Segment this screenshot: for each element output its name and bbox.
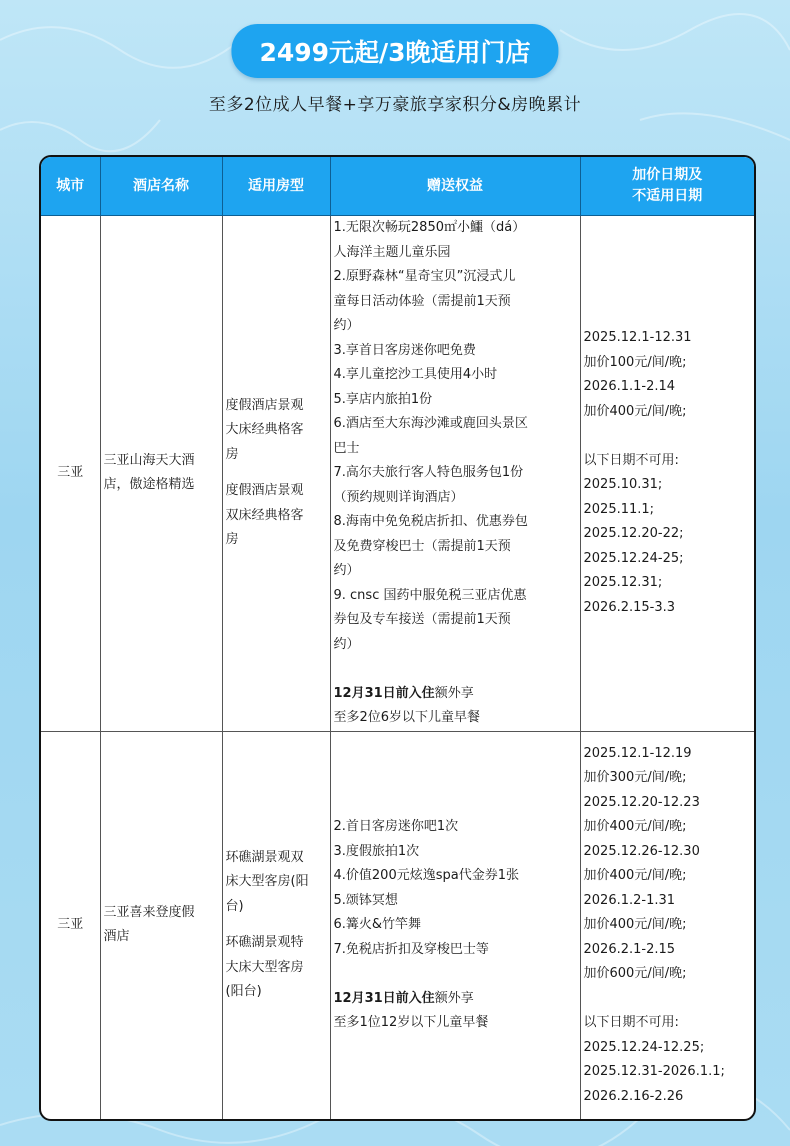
unavailable-label: 以下日期不可用:	[583, 1015, 679, 1030]
benefit-line: 1.无限次畅玩2850㎡小鱷（dá）	[333, 220, 526, 235]
room-type-line: 双床经典格客	[225, 507, 304, 523]
benefit-line: 4.享儿童挖沙工具使用4小时	[333, 367, 498, 382]
extra-benefit-detail: 至多1位12岁以下儿童早餐	[333, 1015, 489, 1030]
unavailable-date: 2026.2.16-2.26	[583, 1088, 684, 1104]
extra-benefit	[334, 682, 577, 707]
city-cell: 三亚	[41, 731, 100, 1119]
unavailable-date: 2025.11.1;	[583, 501, 655, 517]
room-type-line: 环礁湖景观双	[225, 849, 304, 865]
header-room-type: 适用房型	[222, 157, 330, 216]
benefit-line: 8.海南中免免税店折扣、优惠券包	[333, 514, 528, 529]
table-row	[41, 216, 754, 732]
surcharge-line: 加价400元/间/晚;	[583, 868, 687, 883]
benefit-line: 巴士	[333, 440, 360, 456]
unavailable-date: 2025.10.31;	[583, 477, 663, 493]
hotel-name-cell	[100, 731, 222, 1119]
room-type-line: 台)	[225, 898, 244, 914]
room-type-line: 大床经典格客	[225, 422, 304, 438]
benefit-line: 5.享店内旅拍1份	[333, 391, 433, 407]
benefit-line: 2.首日客房迷你吧1次	[333, 819, 459, 834]
benefit-line: 约）	[333, 636, 360, 652]
benefit-line: 人海洋主题儿童乐园	[333, 244, 451, 260]
benefit-line: 约）	[333, 563, 360, 578]
benefit-line: 及免费穿梭巴士（需提前1天预	[333, 538, 511, 554]
header-dates	[580, 157, 754, 216]
unavailable-date: 2025.12.20-22;	[583, 526, 684, 542]
surcharge-line: 2025.12.20-12.23	[583, 794, 700, 810]
extra-benefit-suffix: 额外享	[434, 685, 474, 701]
room-type-line: 房	[225, 532, 239, 548]
extra-benefit	[334, 987, 577, 1012]
room-type-line: 大床大型客房	[225, 959, 304, 975]
header-dates-line2: 不适用日期	[632, 188, 703, 204]
benefit-line: 5.颂钵冥想	[333, 892, 398, 908]
surcharge-line: 2025.12.1-12.19	[583, 745, 692, 761]
benefit-line: 6.篝火&竹竿舞	[333, 917, 422, 932]
header-dates-line1: 加价日期及	[632, 167, 703, 183]
benefit-line: （预约规则详询酒店）	[333, 489, 464, 505]
unavailable-label: 以下日期不可用:	[583, 452, 679, 468]
header-hotel: 酒店名称	[100, 157, 222, 216]
extra-benefit-suffix: 额外享	[434, 990, 474, 1006]
surcharge-line: 加价400元/间/晚;	[583, 917, 687, 932]
benefit-line: 童每日活动体验（需提前1天预	[333, 293, 511, 309]
room-type-line: 床大型客房(阳	[225, 874, 309, 890]
surcharge-line: 加价400元/间/晚;	[583, 403, 687, 419]
surcharge-line: 2025.12.1-12.31	[583, 330, 692, 346]
header-city: 城市	[41, 157, 100, 216]
surcharge-line: 加价400元/间/晚;	[583, 819, 687, 834]
benefit-line: 3.享首日客房迷你吧免费	[333, 342, 476, 358]
extra-benefit-detail: 至多2位6岁以下儿童早餐	[333, 710, 481, 725]
hotel-name-line: 三亚山海天大酒	[103, 452, 195, 468]
surcharge-line: 2026.1.2-1.31	[583, 892, 676, 908]
dates-cell	[580, 731, 754, 1119]
benefit-line: 9. cnsc 国药中服免税三亚店优惠	[333, 587, 527, 603]
surcharge-line: 2026.1.1-2.14	[583, 379, 676, 395]
benefit-line: 券包及专车接送（需提前1天预	[333, 612, 511, 627]
benefit-line: 7.高尔夫旅行客人特色服务包1份	[333, 465, 524, 480]
unavailable-date: 2025.12.24-25;	[583, 550, 684, 566]
hotel-name-line: 店，傲途格精选	[103, 477, 195, 493]
hotel-name-cell	[100, 216, 222, 732]
surcharge-line: 加价600元/间/晚;	[583, 966, 687, 981]
hotel-table	[39, 155, 756, 1121]
subtitle: 至多2位成人早餐+享万豪旅享家积分&房晚累计	[208, 95, 582, 115]
surcharge-line: 加价300元/间/晚;	[583, 770, 687, 785]
unavailable-date: 2026.2.15-3.3	[583, 599, 676, 615]
unavailable-date: 2025.12.24-12.25;	[583, 1039, 705, 1055]
benefit-line: 6.酒店至大东海沙滩或鹿回头景区	[333, 416, 528, 431]
benefit-line: 约）	[333, 318, 360, 333]
benefit-line: 2.原野森林“星奇宝贝”沉浸式儿	[333, 269, 516, 284]
extra-benefit-condition: 12月31日前入住	[333, 685, 435, 701]
benefit-line: 3.度假旅拍1次	[333, 843, 420, 859]
room-type-line: (阳台)	[225, 984, 262, 1000]
table-header-row	[41, 157, 754, 216]
benefits-cell	[330, 731, 580, 1119]
unavailable-date: 2025.12.31;	[583, 575, 663, 591]
hotel-name-line: 三亚喜来登度假	[103, 904, 195, 920]
benefit-line: 7.免税店折扣及穿梭巴士等	[333, 941, 489, 957]
room-type-line: 度假酒店景观	[225, 483, 304, 499]
extra-benefit-condition: 12月31日前入住	[333, 990, 435, 1006]
room-type-cell	[222, 216, 330, 732]
room-type-line: 环礁湖景观特	[225, 935, 304, 951]
room-type-line: 度假酒店景观	[225, 397, 304, 413]
surcharge-line: 2026.2.1-2.15	[583, 941, 676, 957]
title-badge: 2499元起/3晚适用门店	[231, 24, 558, 78]
surcharge-line: 2025.12.26-12.30	[583, 843, 700, 859]
city-cell: 三亚	[41, 216, 100, 732]
header-benefits: 赠送权益	[330, 157, 580, 216]
benefit-line: 4.价值200元炫逸spa代金券1张	[333, 868, 519, 883]
room-type-line: 房	[225, 446, 239, 462]
surcharge-line: 加价100元/间/晚;	[583, 354, 687, 370]
table-row	[41, 731, 754, 1119]
benefits-cell	[330, 216, 580, 732]
room-type-cell	[222, 731, 330, 1119]
unavailable-date: 2025.12.31-2026.1.1;	[583, 1064, 725, 1079]
hotel-name-line: 酒店	[103, 929, 130, 945]
dates-cell	[580, 216, 754, 732]
